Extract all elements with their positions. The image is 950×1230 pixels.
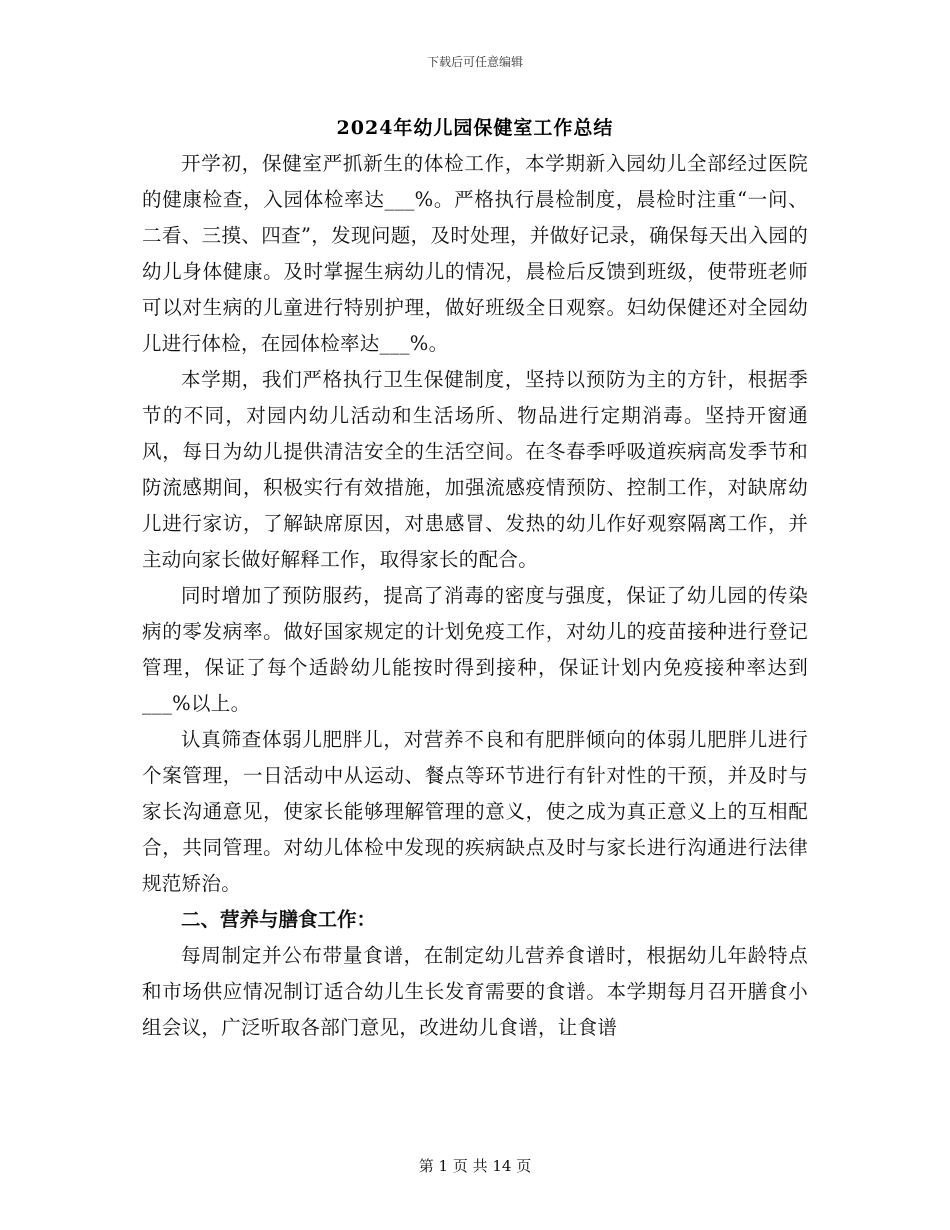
document-body xyxy=(142,146,808,1046)
paragraph-immunization: 同时增加了预防服药，提高了消毒的密度与强度，保证了幼儿园的传染病的零发病率。做好国家规定的计划免疫工作，对幼儿的疫苗接种进行登记管理，保证了每个适龄幼儿能按时得到接种，保证计划内免疫接种率达到___%以上。 xyxy=(142,584,808,715)
header-note: 下载后可任意编辑 xyxy=(426,55,523,69)
document-title: 2024年幼儿园保健室工作总结 xyxy=(336,117,614,139)
paragraph-health-check: 开学初，保健室严抓新生的体检工作，本学期新入园幼儿全部经过医院的健康检查，入园体检率达___%。严格执行晨检制度，晨检时注重“一问、二看、三摸、四查”，发现问题，及时处理，并做好记录，确保每天出入园的幼儿身体健康。及时掌握生病幼儿的情况，晨检后反馈到班级，使带班老师可以对生病的儿童进行特别护理，做好班级全日观察。妇幼保健还对全园幼儿进行体检，在园体检率达___%。 xyxy=(142,152,808,355)
paragraph-weak-obese-children: 认真筛查体弱儿肥胖儿，对营养不良和有肥胖倾向的体弱儿肥胖儿进行个案管理，一日活动中从运动、餐点等环节进行有针对性的干预，并及时与家长沟通意见，使家长能够理解管理的意义，使之成为真正意义上的互相配合，共同管理。对幼儿体检中发现的疾病缺点及时与家长进行沟通进行法律规范矫治。 xyxy=(142,728,808,895)
paragraph-nutrition: 每周制定并公布带量食谱，在制定幼儿营养食谱时，根据幼儿年龄特点和市场供应情况制订适合幼儿生长发育需要的食谱。本学期每月召开膳食小组会议，广泛听取各部门意见，改进幼儿食谱，让食谱 xyxy=(142,944,808,1039)
page-footer: 第 1 页 共 14 页 xyxy=(418,1157,532,1175)
paragraph-hygiene: 本学期，我们严格执行卫生保健制度，坚持以预防为主的方针，根据季节的不同，对园内幼儿活动和生活场所、物品进行定期消毒。坚持开窗通风，每日为幼儿提供清洁安全的生活空间。在冬春季呼吸道疾病高发季节和防流感期间，积极实行有效措施，加强流感疫情预防、控制工作，对缺席幼儿进行家访，了解缺席原因，对患感冒、发热的幼儿作好观察隔离工作，并主动向家长做好解释工作，取得家长的配合。 xyxy=(142,368,808,571)
section-heading-nutrition: 二、营养与膳食工作： xyxy=(181,908,377,931)
